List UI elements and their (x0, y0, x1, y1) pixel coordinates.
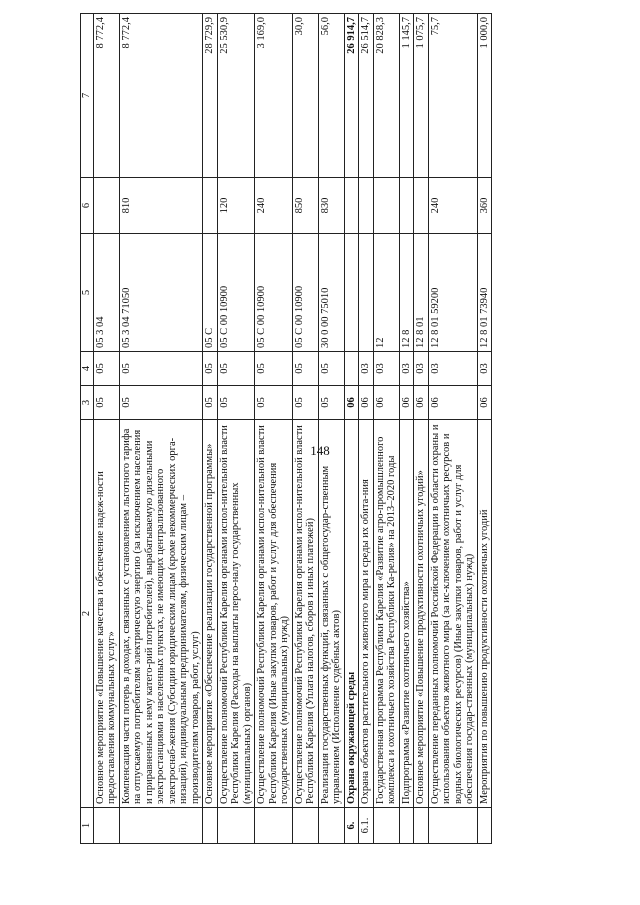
expense-type-cell: 120 (217, 178, 255, 234)
table-row (399, 14, 414, 844)
section-code-cell: 05 (119, 386, 203, 420)
section-code-cell: 05 (203, 386, 218, 420)
section-code-cell: 06 (359, 386, 374, 420)
table-row (318, 14, 344, 844)
target-article-cell: 12 8 01 59200 (428, 234, 477, 352)
target-article-cell: 05 С 00 10900 (255, 234, 293, 352)
amount-cell: 28 729,9 (203, 14, 218, 178)
expense-type-cell: 360 (477, 178, 492, 234)
header-cell: 7 (81, 14, 94, 178)
target-article-cell: 12 8 01 73940 (477, 234, 492, 352)
section-code-cell: 06 (399, 386, 414, 420)
table-wrapper (80, 14, 600, 844)
section-code-cell: 06 (414, 386, 429, 420)
section-code-cell: 05 (318, 386, 344, 420)
table-row (477, 14, 492, 844)
section-code-cell: 06 (373, 386, 399, 420)
section-code-cell: 05 (93, 386, 119, 420)
row-number-cell (119, 808, 203, 844)
subsection-code-cell: 03 (414, 352, 429, 386)
subsection-code-cell: 05 (217, 352, 255, 386)
budget-table (80, 13, 492, 844)
row-name-cell: Основное мероприятие «Повышение качества и обеспечение надеж-ности предоставления коммунальных услуг» (93, 420, 119, 808)
subsection-code-cell: 05 (203, 352, 218, 386)
row-number-cell (292, 808, 318, 844)
expense-type-cell: 810 (119, 178, 203, 234)
table-row (428, 14, 477, 844)
amount-cell: 8 772,4 (119, 14, 203, 178)
row-number-cell (477, 808, 492, 844)
target-article-cell (344, 234, 359, 352)
target-article-cell: 05 С 00 10900 (292, 234, 318, 352)
rotated-table-container (80, 14, 600, 844)
subsection-code-cell: 03 (399, 352, 414, 386)
expense-type-cell: 240 (428, 178, 477, 234)
row-number-cell (428, 808, 477, 844)
section-code-cell: 05 (292, 386, 318, 420)
table-row (93, 14, 119, 844)
header-cell: 3 (81, 386, 94, 420)
row-number-cell (399, 808, 414, 844)
row-number-cell (203, 808, 218, 844)
row-name-cell: Осуществление переданных полномочий Российской Федерации в области охраны и использования объектов животного мира (за ис-ключением охотничьих ресурсов и водных биологических ресурсов) (Иные закупки товаров, работ и услуг для обеспечения государ-ственных (муниципальных) нужд) (428, 420, 477, 808)
target-article-cell: 05 3 04 71050 (119, 234, 203, 352)
table-row (217, 14, 255, 844)
row-name-cell: Охрана объектов растительного и животного мира и среды их обита-ния (359, 420, 374, 808)
amount-cell: 25 530,9 (217, 14, 255, 178)
header-cell: 5 (81, 234, 94, 352)
expense-type-cell: 850 (292, 178, 318, 234)
subsection-code-cell: 05 (318, 352, 344, 386)
amount-cell: 3 169,0 (255, 14, 293, 178)
section-code-cell: 05 (255, 386, 293, 420)
amount-cell: 75,7 (428, 14, 477, 178)
target-article-cell: 12 8 01 (414, 234, 429, 352)
row-number-cell (318, 808, 344, 844)
subsection-code-cell: 03 (373, 352, 399, 386)
amount-cell: 1 000,0 (477, 14, 492, 178)
subsection-code-cell: 05 (93, 352, 119, 386)
row-name-cell: Осуществление полномочий Республики Карелия органами испол-нительной власти Республики Карелия (Уплата налогов, сборов и иных платежей) (292, 420, 318, 808)
amount-cell: 30,0 (292, 14, 318, 178)
target-article-cell: 05 С 00 10900 (217, 234, 255, 352)
subsection-code-cell: 05 (255, 352, 293, 386)
subsection-code-cell: 05 (119, 352, 203, 386)
section-code-cell: 05 (217, 386, 255, 420)
target-article-cell (359, 234, 374, 352)
target-article-cell: 05 С (203, 234, 218, 352)
header-cell: 4 (81, 352, 94, 386)
row-number-cell: 6. (344, 808, 359, 844)
table-row (359, 14, 374, 844)
expense-type-cell (373, 178, 399, 234)
expense-type-cell: 830 (318, 178, 344, 234)
table-row (344, 14, 359, 844)
amount-cell: 8 772,4 (93, 14, 119, 178)
table-row (255, 14, 293, 844)
row-name-cell: Подпрограмма «Развитие охотничьего хозяйства» (399, 420, 414, 808)
row-number-cell (414, 808, 429, 844)
row-name-cell: Мероприятия по повышению продуктивности охотничьих угодий (477, 420, 492, 808)
table-row (119, 14, 203, 844)
row-number-cell (373, 808, 399, 844)
expense-type-cell (414, 178, 429, 234)
row-number-cell (93, 808, 119, 844)
expense-type-cell (399, 178, 414, 234)
amount-cell: 1 145,7 (399, 14, 414, 178)
section-code-cell: 06 (344, 386, 359, 420)
expense-type-cell (203, 178, 218, 234)
row-number-cell (255, 808, 293, 844)
table-row (292, 14, 318, 844)
row-name-cell: Реализация государственных функций, связанных с общегосудар-ственным управлением (Исполнение судебных актов) (318, 420, 344, 808)
subsection-code-cell: 03 (428, 352, 477, 386)
expense-type-cell (93, 178, 119, 234)
row-number-cell (217, 808, 255, 844)
row-name-cell: Осуществление полномочий Республики Карелия органами испол-нительной власти Республики Карелия (Расходы на выплаты персо-налу государственных (муниципальных) органов) (217, 420, 255, 808)
table-row (373, 14, 399, 844)
header-cell: 1 (81, 808, 94, 844)
table-row (414, 14, 429, 844)
row-number-cell: 6.1. (359, 808, 374, 844)
section-code-cell: 06 (428, 386, 477, 420)
subsection-code-cell: 03 (359, 352, 374, 386)
section-code-cell: 06 (477, 386, 492, 420)
page-number: 148 (310, 443, 330, 458)
target-article-cell: 12 8 (399, 234, 414, 352)
expense-type-cell: 240 (255, 178, 293, 234)
amount-cell: 1 075,7 (414, 14, 429, 178)
row-name-cell: Государственная программа Республики Карелия «Развитие агро-промышленного комплекса и охотничьего хозяйства Республики Ка-релия» на 2013–2020 годы (373, 420, 399, 808)
expense-type-cell (359, 178, 374, 234)
amount-cell: 26 514,7 (359, 14, 374, 178)
subsection-code-cell: 05 (292, 352, 318, 386)
table-row (203, 14, 218, 844)
row-name-cell: Основное мероприятие «Обеспечение реализации государственной программы» (203, 420, 218, 808)
header-cell: 6 (81, 178, 94, 234)
target-article-cell: 05 3 04 (93, 234, 119, 352)
table-body (93, 14, 492, 844)
row-name-cell: Охрана окружающей среды (344, 420, 359, 808)
subsection-code-cell: 03 (477, 352, 492, 386)
header-cell: 2 (81, 420, 94, 808)
target-article-cell: 12 (373, 234, 399, 352)
amount-cell: 56,0 (318, 14, 344, 178)
header-row (81, 14, 94, 844)
subsection-code-cell (344, 352, 359, 386)
expense-type-cell (344, 178, 359, 234)
amount-cell: 20 828,3 (373, 14, 399, 178)
row-name-cell: Компенсация части потерь в доходах, связанных с установлением льготного тарифа на отпускаемую потребителям электрическую энергию (за исключением населения и приравненных к нему катего-рий потребителей), вырабатываемую дизельными электростанциями в населенных пунктах, не имеющих централизованного электроснаб-жения (Субсидии юридическим лицам (кроме некоммерческих орга-низаций), индивидуальным предпринимателям, физическим лицам – производителям товаров, работ, услуг) (119, 420, 203, 808)
row-name-cell: Основное мероприятие «Повышение продуктивности охотничьих угодий» (414, 420, 429, 808)
row-name-cell: Осуществление полномочий Республики Карелия органами испол-нительной власти Республики Карелия (Иные закупки товаров, работ и услуг для обеспечения государственных (муниципальных) нужд) (255, 420, 293, 808)
amount-cell: 26 914,7 (344, 14, 359, 178)
target-article-cell: 30 0 00 75010 (318, 234, 344, 352)
